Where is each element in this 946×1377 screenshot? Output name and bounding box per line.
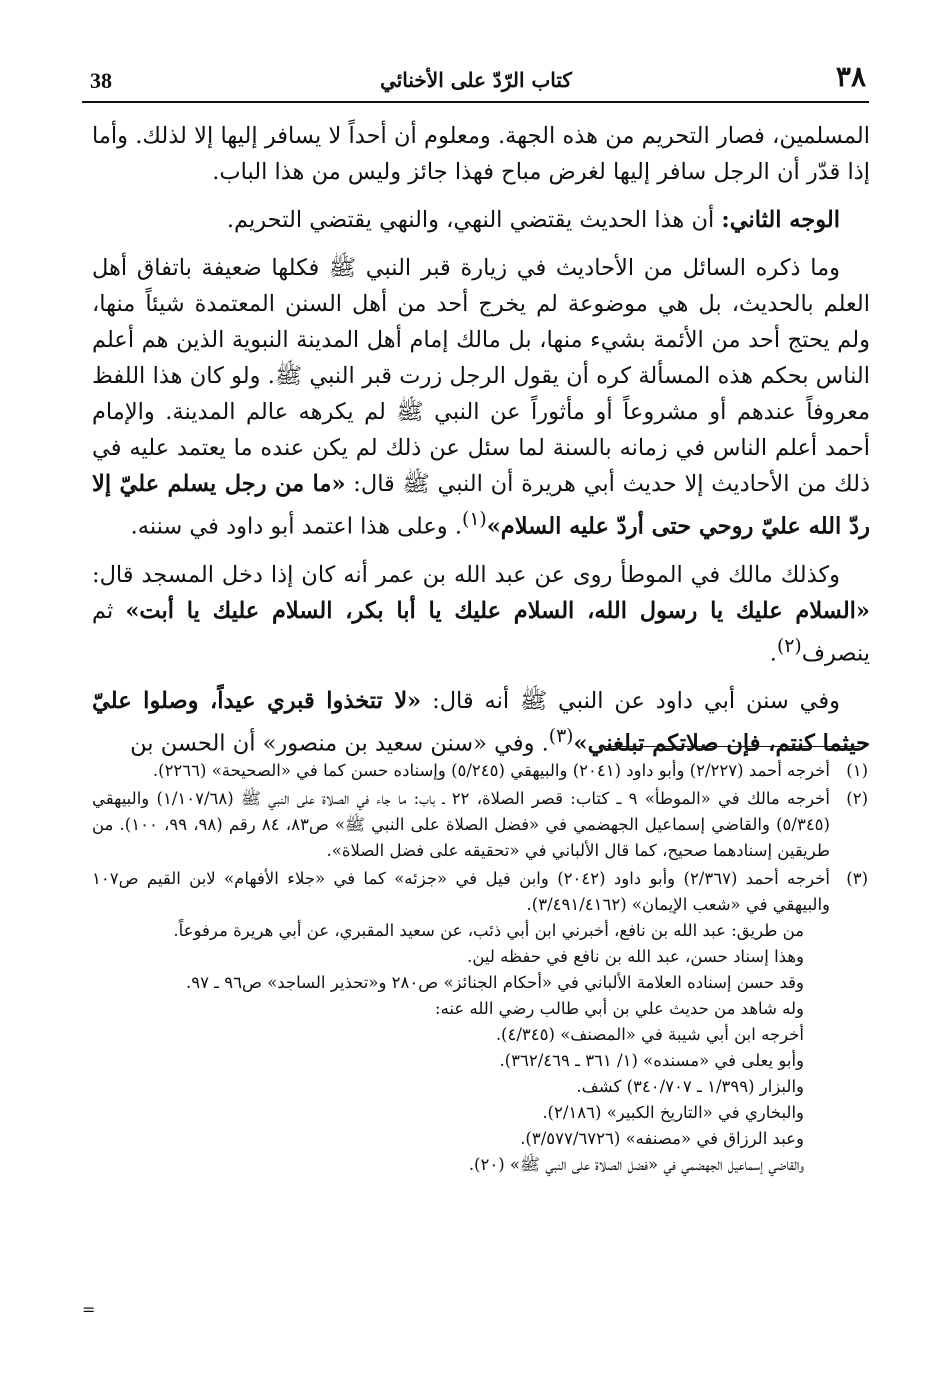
- footnote-2: [92, 786, 868, 864]
- footnote-3: [92, 866, 868, 1178]
- header-rule: [82, 101, 869, 103]
- paragraph-3-text: وما ذكره السائل من الأحاديث في زيارة قبر النبي ﷺ فكلها ضعيفة باتفاق أهل العلم بالحديث، بل هي موضوعة لم يخرج أحد من أهل السنن المعتمدة شيئاً منها، ولم يحتج أحد من الأئمة بشيء منها، بل مالك إمام أهل المدينة النبوية الذين هم أعلم الناس بحكم هذه المسألة كره أن يقول الرجل زرت قبر النبي ﷺ. ولو كان هذا اللفظ معروفاً عندهم أو مشروعاً أو مأثوراً عن النبي ﷺ لم يكرهه عالم المدينة. والإمام أحمد أعلم الناس في زمانه بالسنة لما سئل عن ذلك لم يكن عنده ما يعتمد عليه في ذلك من الأحاديث إلا حديث أبي هريرة أن النبي ﷺ قال:: [92, 255, 870, 497]
- footnote-3-line: والبزار (١/٣٩٩ ـ ٣٤٠/٧٠٧) كشف.: [576, 1077, 804, 1096]
- footnote-3-line: وهذا إسناد حسن، عبد الله بن نافع في حفظه لين.: [467, 947, 804, 966]
- continuation-mark: =: [82, 1300, 96, 1319]
- paragraph-5-tail: . وفي «سنن سعيد بن منصور» أن الحسن بن: [130, 730, 549, 757]
- footnote-3-line: أخرجه ابن أبي شيبة في «المصنف» (٤/٣٤٥).: [495, 1025, 804, 1044]
- footnote-3-number: (٣): [846, 869, 868, 888]
- hadith-quote-2: «لا تتخذوا قبري عيداً، وصلوا عليّ حيثما كنتم، فإن صلاتكم تبلغني»: [92, 688, 870, 757]
- footnote-3-line: وقد حسن إسناده العلامة الألباني في «أحكام الجنائز» ص٢٨٠ و«تحذير الساجد» ص٩٦ ـ ٩٧.: [185, 973, 804, 992]
- footnote-ref-1[interactable]: (١): [461, 509, 487, 530]
- page-number-arabic: ٣٨: [835, 60, 866, 93]
- footnote-3-line: من طريق: عبد الله بن نافع، أخبرني ابن أبي ذئب، عن سعيد المقبري، عن أبي هريرة مرفوعاً.: [173, 921, 804, 940]
- paragraph-4-end: .: [769, 640, 777, 666]
- footnote-ref-3[interactable]: (٣): [548, 726, 574, 747]
- paragraph-4-tail: ثم ينصرف: [92, 597, 870, 666]
- main-text: [92, 118, 870, 762]
- footnote-3-line: وعبد الرزاق في «مصنفه» (٣/٥٧٧/٦٧٢٦).: [520, 1129, 804, 1148]
- paragraph-4-text: وكذلك مالك في الموطأ روى عن عبد الله بن عمر أنه كان إذا دخل المسجد قال:: [92, 561, 840, 588]
- footnote-3-text: أخرجه أحمد (٢/٣٦٧) وأبو داود (٢٠٤٢) وابن فيل في «جزئه» كما في «جلاء الأفهام» لابن القيم ص١٠٧ والبيهقي في «شعب الإيمان» (٣/٤٩١/٤١٦٢).: [92, 869, 830, 914]
- hadith-quote-1: «ما من رجل يسلم عليّ إلا ردّ الله عليّ روحي حتى أردّ عليه السلام»: [92, 471, 870, 540]
- footnote-2-text: أخرجه مالك في «الموطأ» ٩ ـ كتاب: قصر الصلاة، ٢٢ ـ باب: ما جاء في الصلاة على النبي ﷺ (١/١٠٧/٦٨) والبيهقي (٥/٣٤٥) والقاضي إسماعيل الجهضمي في «فضل الصلاة على النبي ﷺ» ص٨٣، ٨٤ رقم (٩٨، ٩٩، ١٠٠). من طريقين إسنادهما صحيح، كما قال الألباني في «تحقيقه على فضل الصلاة».: [92, 789, 830, 860]
- footnote-3-line: والقاضي إسماعيل الجهضمي في «فضل الصلاة على النبي ﷺ» (٢٠).: [468, 1155, 804, 1174]
- footnote-3-line: وله شاهد من حديث علي بن أبي طالب رضي الله عنه:: [435, 999, 804, 1018]
- running-title: كتاب الرّدّ على الأخنائي: [380, 68, 572, 92]
- footnote-2-number: (٢): [846, 789, 868, 808]
- paragraph-2-text: أن هذا الحديث يقتضي النهي، والنهي يقتضي التحريم.: [226, 207, 722, 233]
- paragraph-3: [92, 250, 870, 545]
- paragraph-2: [92, 202, 870, 238]
- footnote-ref-2[interactable]: (٢): [776, 635, 802, 657]
- paragraph-4: [92, 557, 870, 672]
- paragraph-2-lead: الوجه الثاني:: [721, 207, 840, 233]
- paragraph-3-tail: . وعلى هذا اعتمد أبو داود في سننه.: [130, 513, 462, 540]
- footnote-1: [92, 758, 868, 784]
- paragraph-1: المسلمين، فصار التحريم من هذه الجهة. ومعلوم أن أحداً لا يسافر إليها إلا لذلك. وأما إذا قدّر أن الرجل سافر إليها لغرض مباح فهذا جائز وليس من هذا الباب.: [92, 123, 870, 185]
- page-header: [82, 60, 870, 100]
- athar-quote: «السلام عليك يا رسول الله، السلام عليك يا أبا بكر، السلام عليك يا أبت»: [125, 597, 870, 624]
- footnote-separator: [600, 746, 860, 747]
- footnote-3-line: والبخاري في «التاريخ الكبير» (٢/١٨٦).: [542, 1103, 804, 1122]
- paragraph-5: [92, 683, 870, 762]
- footnote-1-text: أخرجه أحمد (٢/٢٢٧) وأبو داود (٢٠٤١) والبيهقي (٥/٢٤٥) وإسناده حسن كما في «الصحيحة» (٢٢٦٦).: [152, 761, 830, 780]
- paragraph-5-text: وفي سنن أبي داود عن النبي ﷺ أنه قال:: [421, 688, 840, 714]
- page-number-latin: 38: [90, 68, 112, 93]
- footnote-1-number: (١): [846, 761, 868, 780]
- footnotes: [92, 758, 868, 1180]
- footnote-3-line: وأبو يعلى في «مسنده» (١/ ٣٦١ ـ ٣٦٢/٤٦٩).: [499, 1051, 804, 1070]
